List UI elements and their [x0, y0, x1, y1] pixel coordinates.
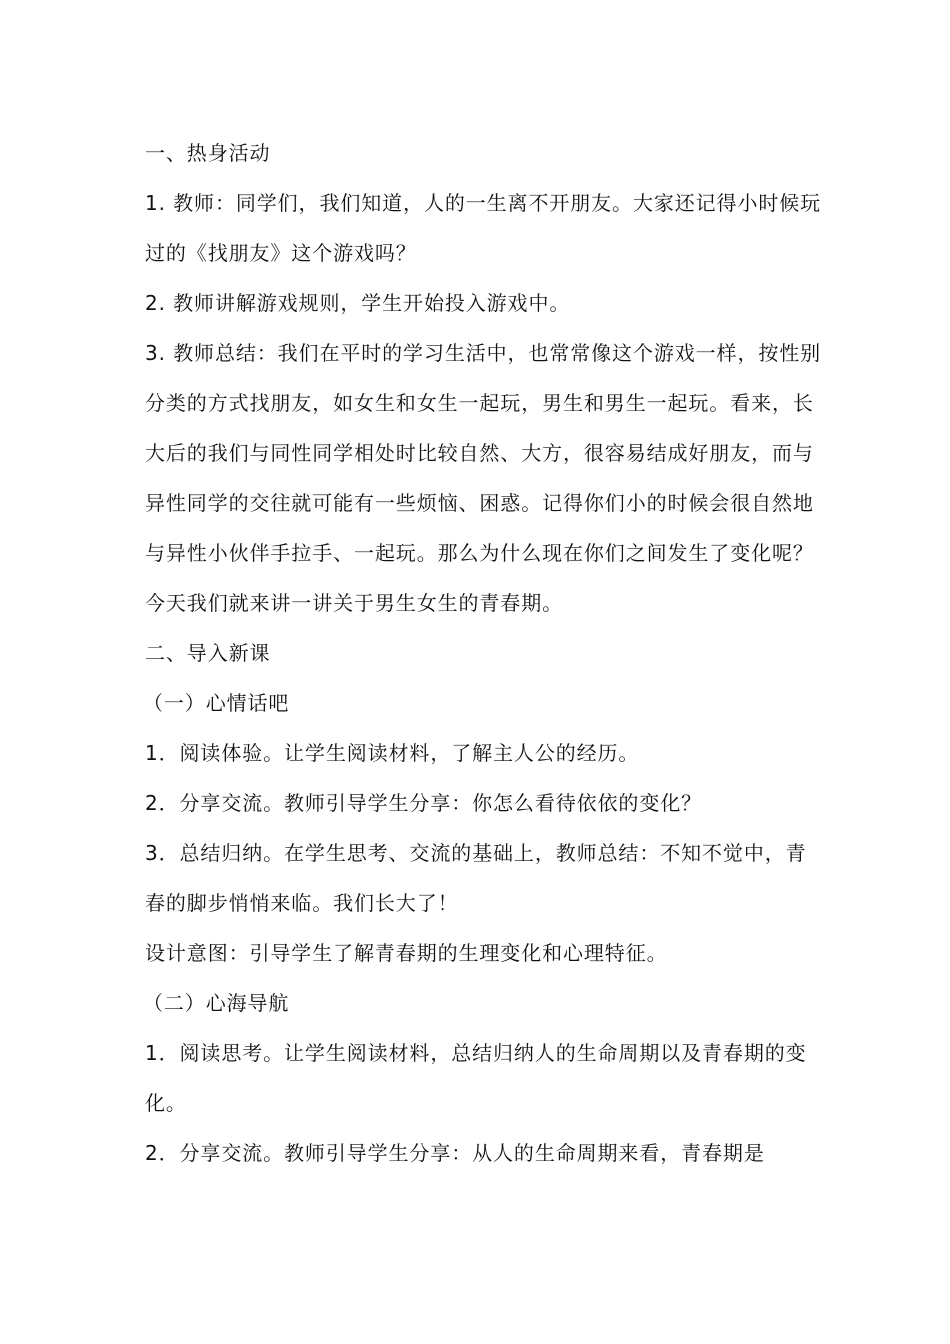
- paragraph-sharing: 2．分享交流。教师引导学生分享：你怎么看待依依的变化？: [145, 791, 703, 815]
- paragraph-reading-experience: 1．阅读体验。让学生阅读材料，了解主人公的经历。: [145, 741, 640, 765]
- section-heading-warmup: 一、热身活动: [145, 141, 271, 165]
- document-body: [145, 128, 825, 1178]
- subsection-heading-mood-talk: （一）心情话吧: [143, 691, 290, 715]
- section-heading-new-lesson: 二、导入新课: [145, 641, 271, 665]
- paragraph-reading-thinking: 1．阅读思考。让学生阅读材料，总结归纳人的生命周期以及青春期的变化。: [145, 1041, 807, 1115]
- paragraph-game-rules: 2. 教师讲解游戏规则，学生开始投入游戏中。: [145, 291, 571, 315]
- paragraph-teacher-intro: 1. 教师：同学们，我们知道，人的一生离不开朋友。大家还记得小时候玩过的《找朋友》这个游戏吗？: [145, 191, 822, 265]
- paragraph-sharing-lifecycle: 2．分享交流。教师引导学生分享：从人的生命周期来看，青春期是: [145, 1141, 765, 1165]
- subsection-heading-navigation: （二）心海导航: [143, 991, 290, 1015]
- paragraph-conclusion: 3．总结归纳。在学生思考、交流的基础上，教师总结：不知不觉中，青春的脚步悄悄来临。我们长大了！: [145, 841, 807, 915]
- paragraph-design-intent: 设计意图：引导学生了解青春期的生理变化和心理特征。: [145, 941, 668, 965]
- paragraph-teacher-summary: 3. 教师总结：我们在平时的学习生活中，也常常像这个游戏一样，按性别分类的方式找朋友，如女生和女生一起玩，男生和男生一起玩。看来，长大后的我们与同性同学相处时比较自然、大方，很容易结成好朋友，而与异性同学的交往就可能有一些烦恼、困惑。记得你们小的时候会很自然地与异性小伙伴手拉手、一起玩。那么为什么现在你们之间发生了变化呢？今天我们就来讲一讲关于男生女生的青春期。: [145, 341, 822, 615]
